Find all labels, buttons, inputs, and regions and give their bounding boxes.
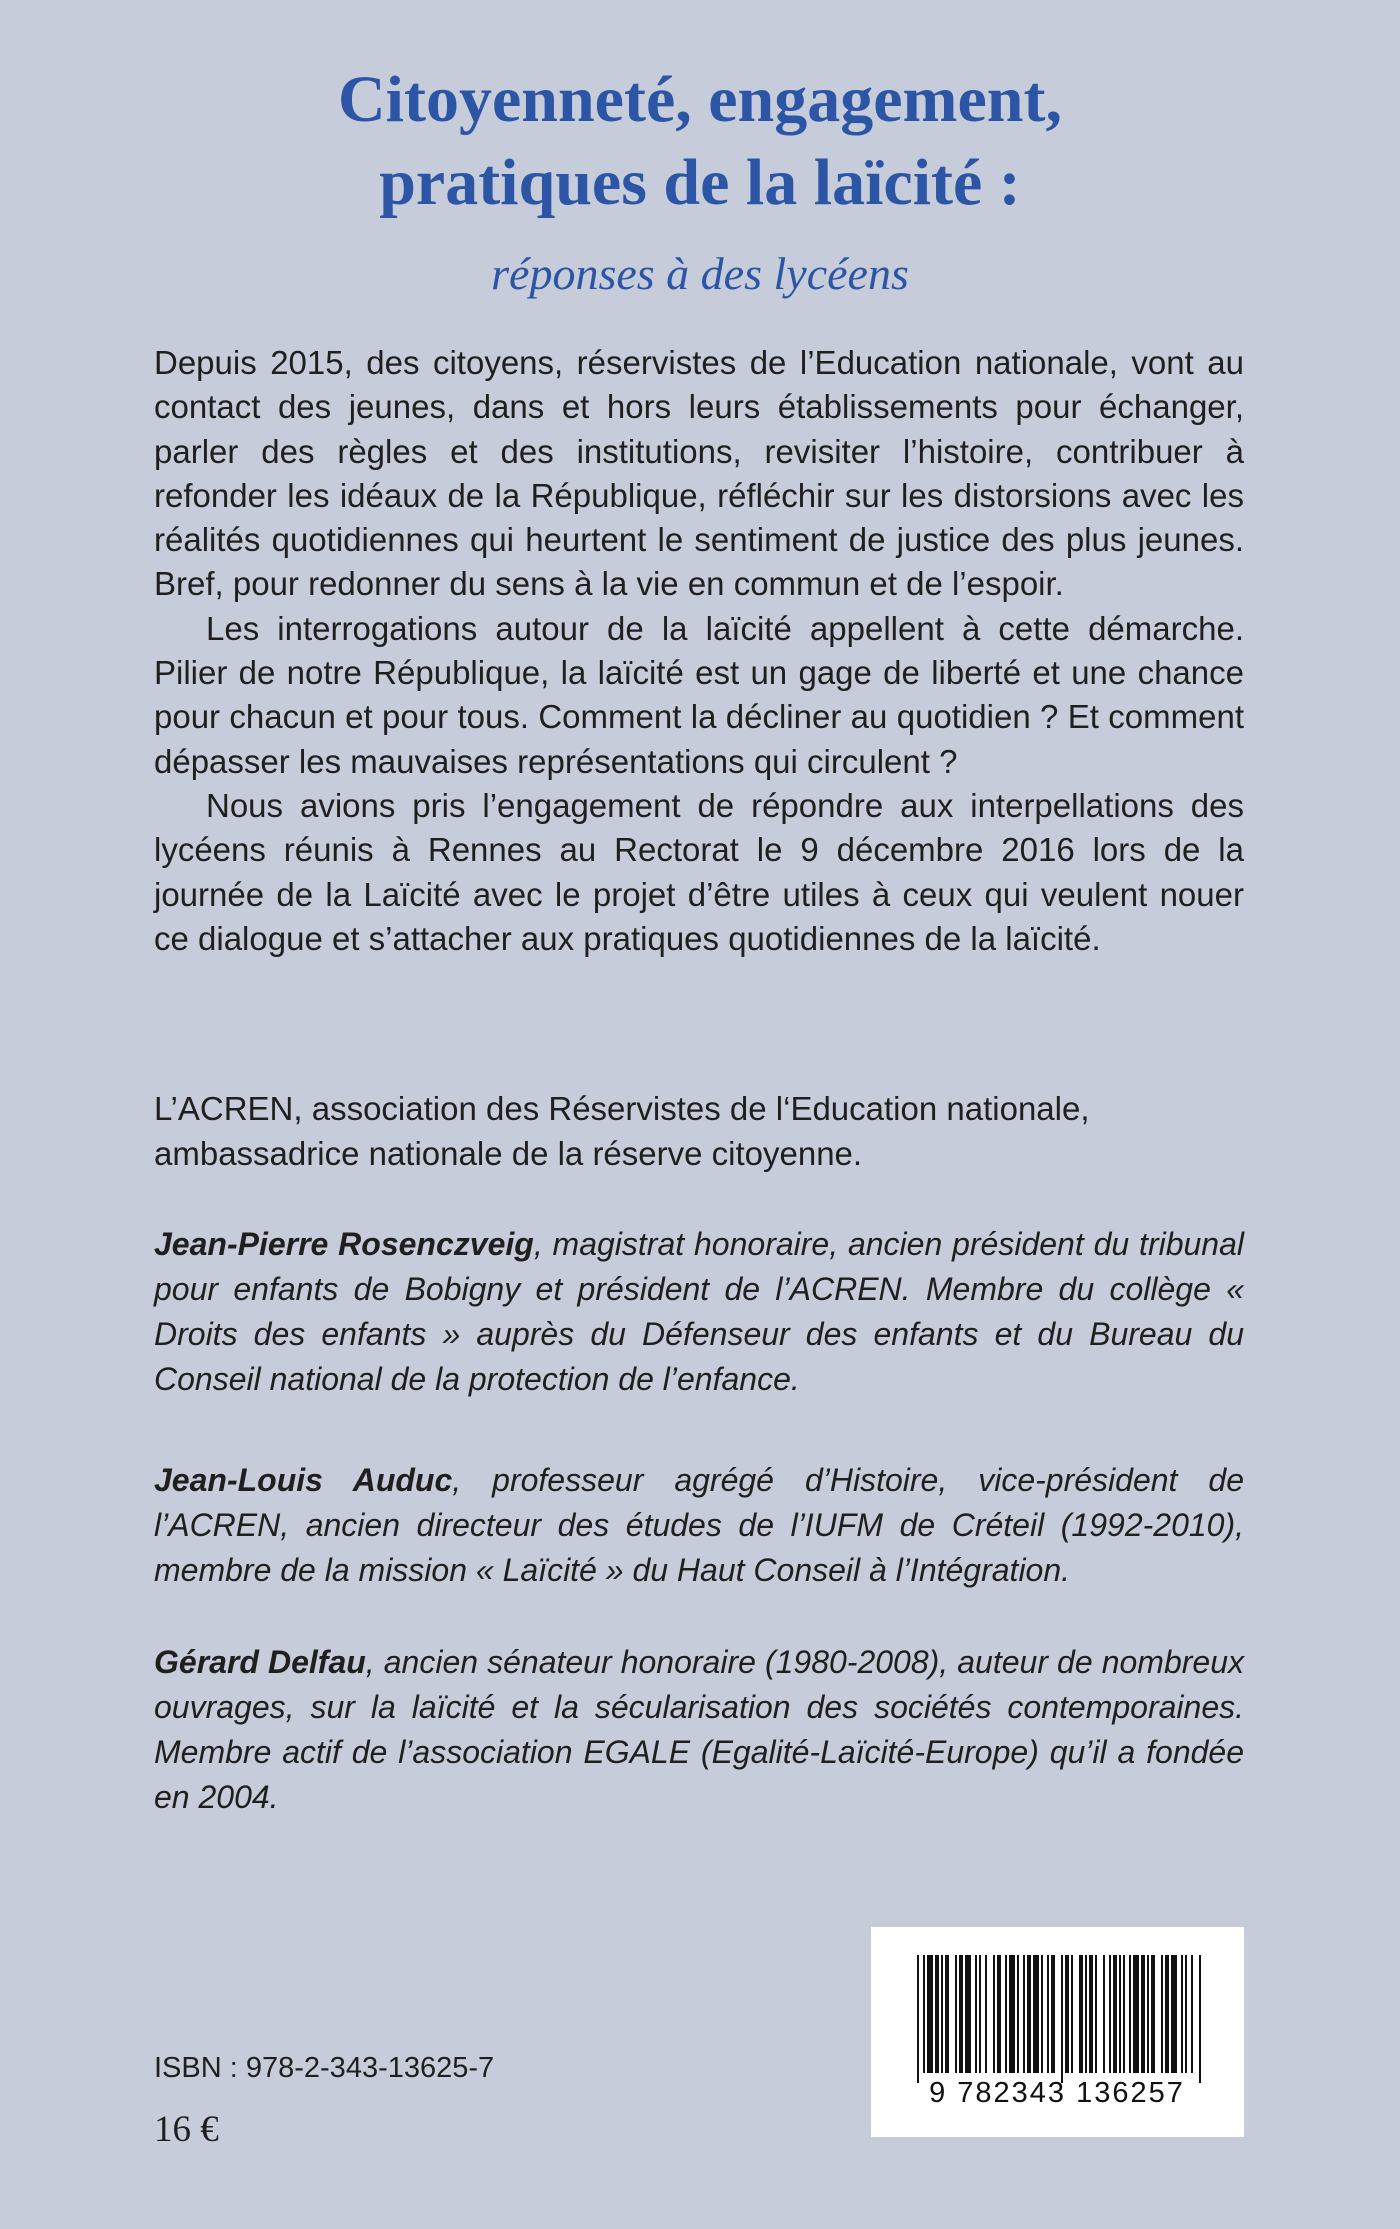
isbn: ISBN : 978-2-343-13625-7 [154, 2052, 495, 2084]
blurb-paragraph-1: Depuis 2015, des citoyens, réservistes de l’Education nationale, vont au contact des jeunes, dans et hors leurs établissements pour échanger, parler des règles et des institutions, revisiter l’histoire, contribuer à refonder les idéaux de la République, réfléchir sur les distorsions avec les réalités quotidiennes qui heurtent le sentiment de justice des plus jeunes. Bref, pour redonner du sens à la vie en commun et de l’espoir. [154, 344, 1244, 603]
author-description: , magistrat honoraire, ancien président du tribunal pour enfants de Bobigny et président de l’ACREN. Membre du collège « Droits des enfants » auprès du Défenseur des enfants et du Bureau du Conseil national de la protection de l’enfance. [154, 1226, 1245, 1397]
blurb-paragraph-3: Nous avions pris l’engagement de répondre aux interpellations des lycéens réunis à Rennes au Rectorat le 9 décembre 2016 lors de la journée de la Laïcité avec le projet d’être utiles à ceux qui veulent nouer ce dialogue et s’attacher aux pratiques quotidiennes de la laïcité. [154, 786, 1244, 957]
author-name: Gérard Delfau [154, 1644, 366, 1680]
barcode-digits: 9 782343 136257 [929, 2077, 1185, 2109]
author-description: , professeur agrégé d’Histoire, vice-président de l’ACREN, ancien directeur des études de l’IUFM de Créteil (1992-2010), membre de la mission « Laïcité » du Haut Conseil à l’Intégration. [154, 1462, 1245, 1588]
book-subtitle: réponses à des lycéens [491, 248, 909, 299]
author-bio-delfau [154, 1640, 1244, 1820]
book-title [0, 58, 1400, 224]
author-description: , ancien sénateur honoraire (1980-2008), auteur de nombreux ouvrages, sur la laïcité et la sécularisation des sociétés contemporaines. Membre actif de l’association EGALE (Egalité-Laïcité-Europe) qu’il a fondée en 2004. [154, 1644, 1245, 1815]
price: 16 € [154, 2109, 219, 2150]
association-note: L’ACREN, association des Réservistes de l‘Education nationale, ambassadrice nationale de la réserve citoyenne. [154, 1090, 1090, 1172]
title-line-1: Citoyenneté, engagement, [337, 63, 1062, 136]
author-name: Jean-Louis Auduc [154, 1462, 453, 1498]
author-name: Jean-Pierre Rosenczveig [154, 1226, 534, 1262]
title-line-2: pratiques de la laïcité : [379, 146, 1021, 219]
author-bio-auduc [154, 1458, 1244, 1593]
blurb-paragraph-2: Les interrogations autour de la laïcité appellent à cette démarche. Pilier de notre République, la laïcité est un gage de liberté et une chance pour chacun et pour tous. Comment la décliner au quotidien ? Et comment dépasser les mauvaises représentations qui circulent ? [154, 609, 1244, 780]
barcode [871, 1927, 1244, 2137]
author-bio-rosenczveig [154, 1222, 1244, 1402]
blurb [154, 341, 1244, 961]
